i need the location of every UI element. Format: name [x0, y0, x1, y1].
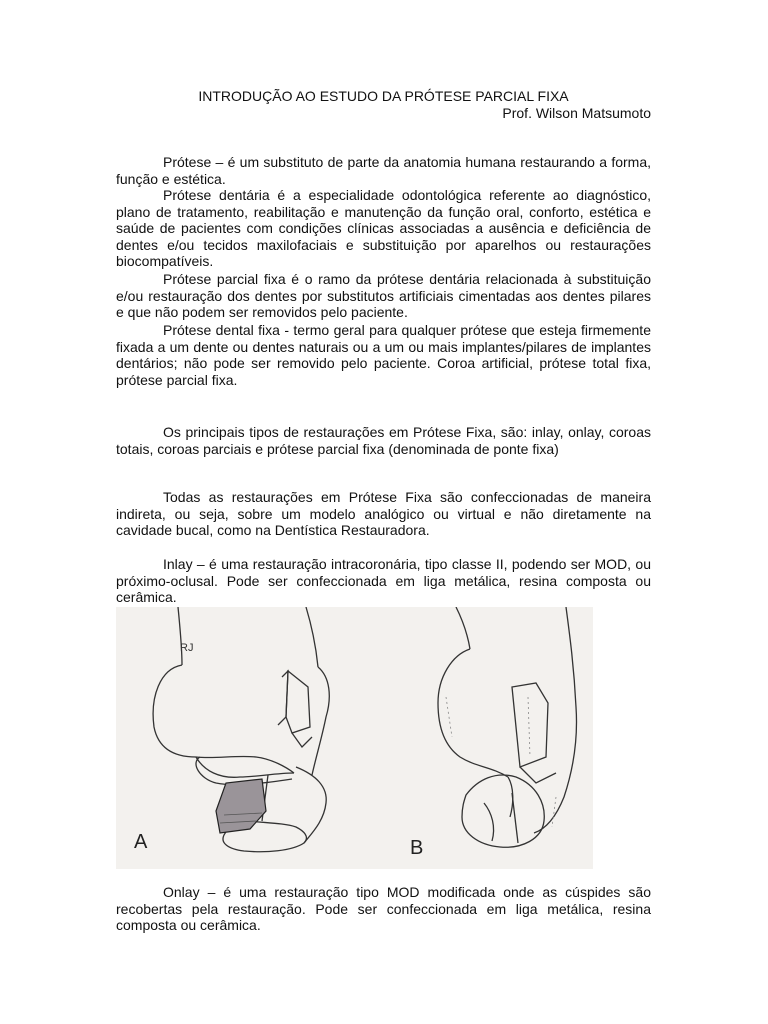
paragraph-inlay: Inlay – é uma restauração intracoronária, tipo classe II, podendo ser MOD, ou próximo-oclusal. Pode ser confeccionada em liga metálica, resina composta ou cerâmica.: [116, 556, 651, 606]
paragraph-protese-dental-fixa: Prótese dental fixa - termo geral para qualquer prótese que esteja firmemente fixada a um dente ou dentes naturais ou a um ou mais implantes/pilares de implantes dentários; não pode ser removido pelo paciente. Coroa artificial, prótese total fixa, prótese parcial fixa.: [116, 322, 651, 388]
figure-label-a: A: [134, 831, 148, 853]
inlay-illustration: [116, 607, 593, 869]
paragraph-protese: Prótese – é um substituto de parte da anatomia humana restaurando a forma, função e estética.: [116, 154, 651, 187]
paragraph-protese-parcial-fixa: Prótese parcial fixa é o ramo da prótese dentária relacionada à substituição e/ou restauração dos dentes por substitutos artificiais cimentadas aos dentes pilares e que não podem ser removidos pelo paciente.: [116, 271, 651, 321]
tooth-b-drawing: [438, 607, 577, 847]
paragraph-protese-dentaria: Prótese dentária é a especialidade odontológica referente ao diagnóstico, plano de tratamento, reabilitação e manutenção da função oral, conforto, estética e saúde de pacientes com condições clínicas associadas a ausência e deficiência de dentes e/ou tecidos maxilofaciais e substituição por aparelhos ou restaurações biocompatíveis.: [116, 187, 651, 270]
document-title: INTRODUÇÃO AO ESTUDO DA PRÓTESE PARCIAL FIXA: [198, 88, 569, 104]
author-name: Prof. Wilson Matsumoto: [502, 105, 651, 121]
paragraph-maneira-indireta: Todas as restaurações em Prótese Fixa são confeccionadas de maneira indireta, ou seja, sobre um modelo analógico ou virtual e não diretamente na cavidade bucal, como na Dentística Restauradora.: [116, 489, 651, 539]
inlay-piece-shaded: [216, 779, 266, 833]
figure-label-b: B: [410, 837, 424, 859]
tooth-drawings: [116, 607, 593, 869]
signature-mark: RJ: [180, 642, 194, 654]
paragraph-onlay: Onlay – é uma restauração tipo MOD modificada onde as cúspides são recobertas pela restauração. Pode ser confeccionada em liga metálica, resina composta ou cerâmica.: [116, 884, 651, 934]
paragraph-tipos-restauracoes: Os principais tipos de restaurações em Prótese Fixa, são: inlay, onlay, coroas totais, coroas parciais e prótese parcial fixa (denominada de ponte fixa): [116, 424, 651, 457]
